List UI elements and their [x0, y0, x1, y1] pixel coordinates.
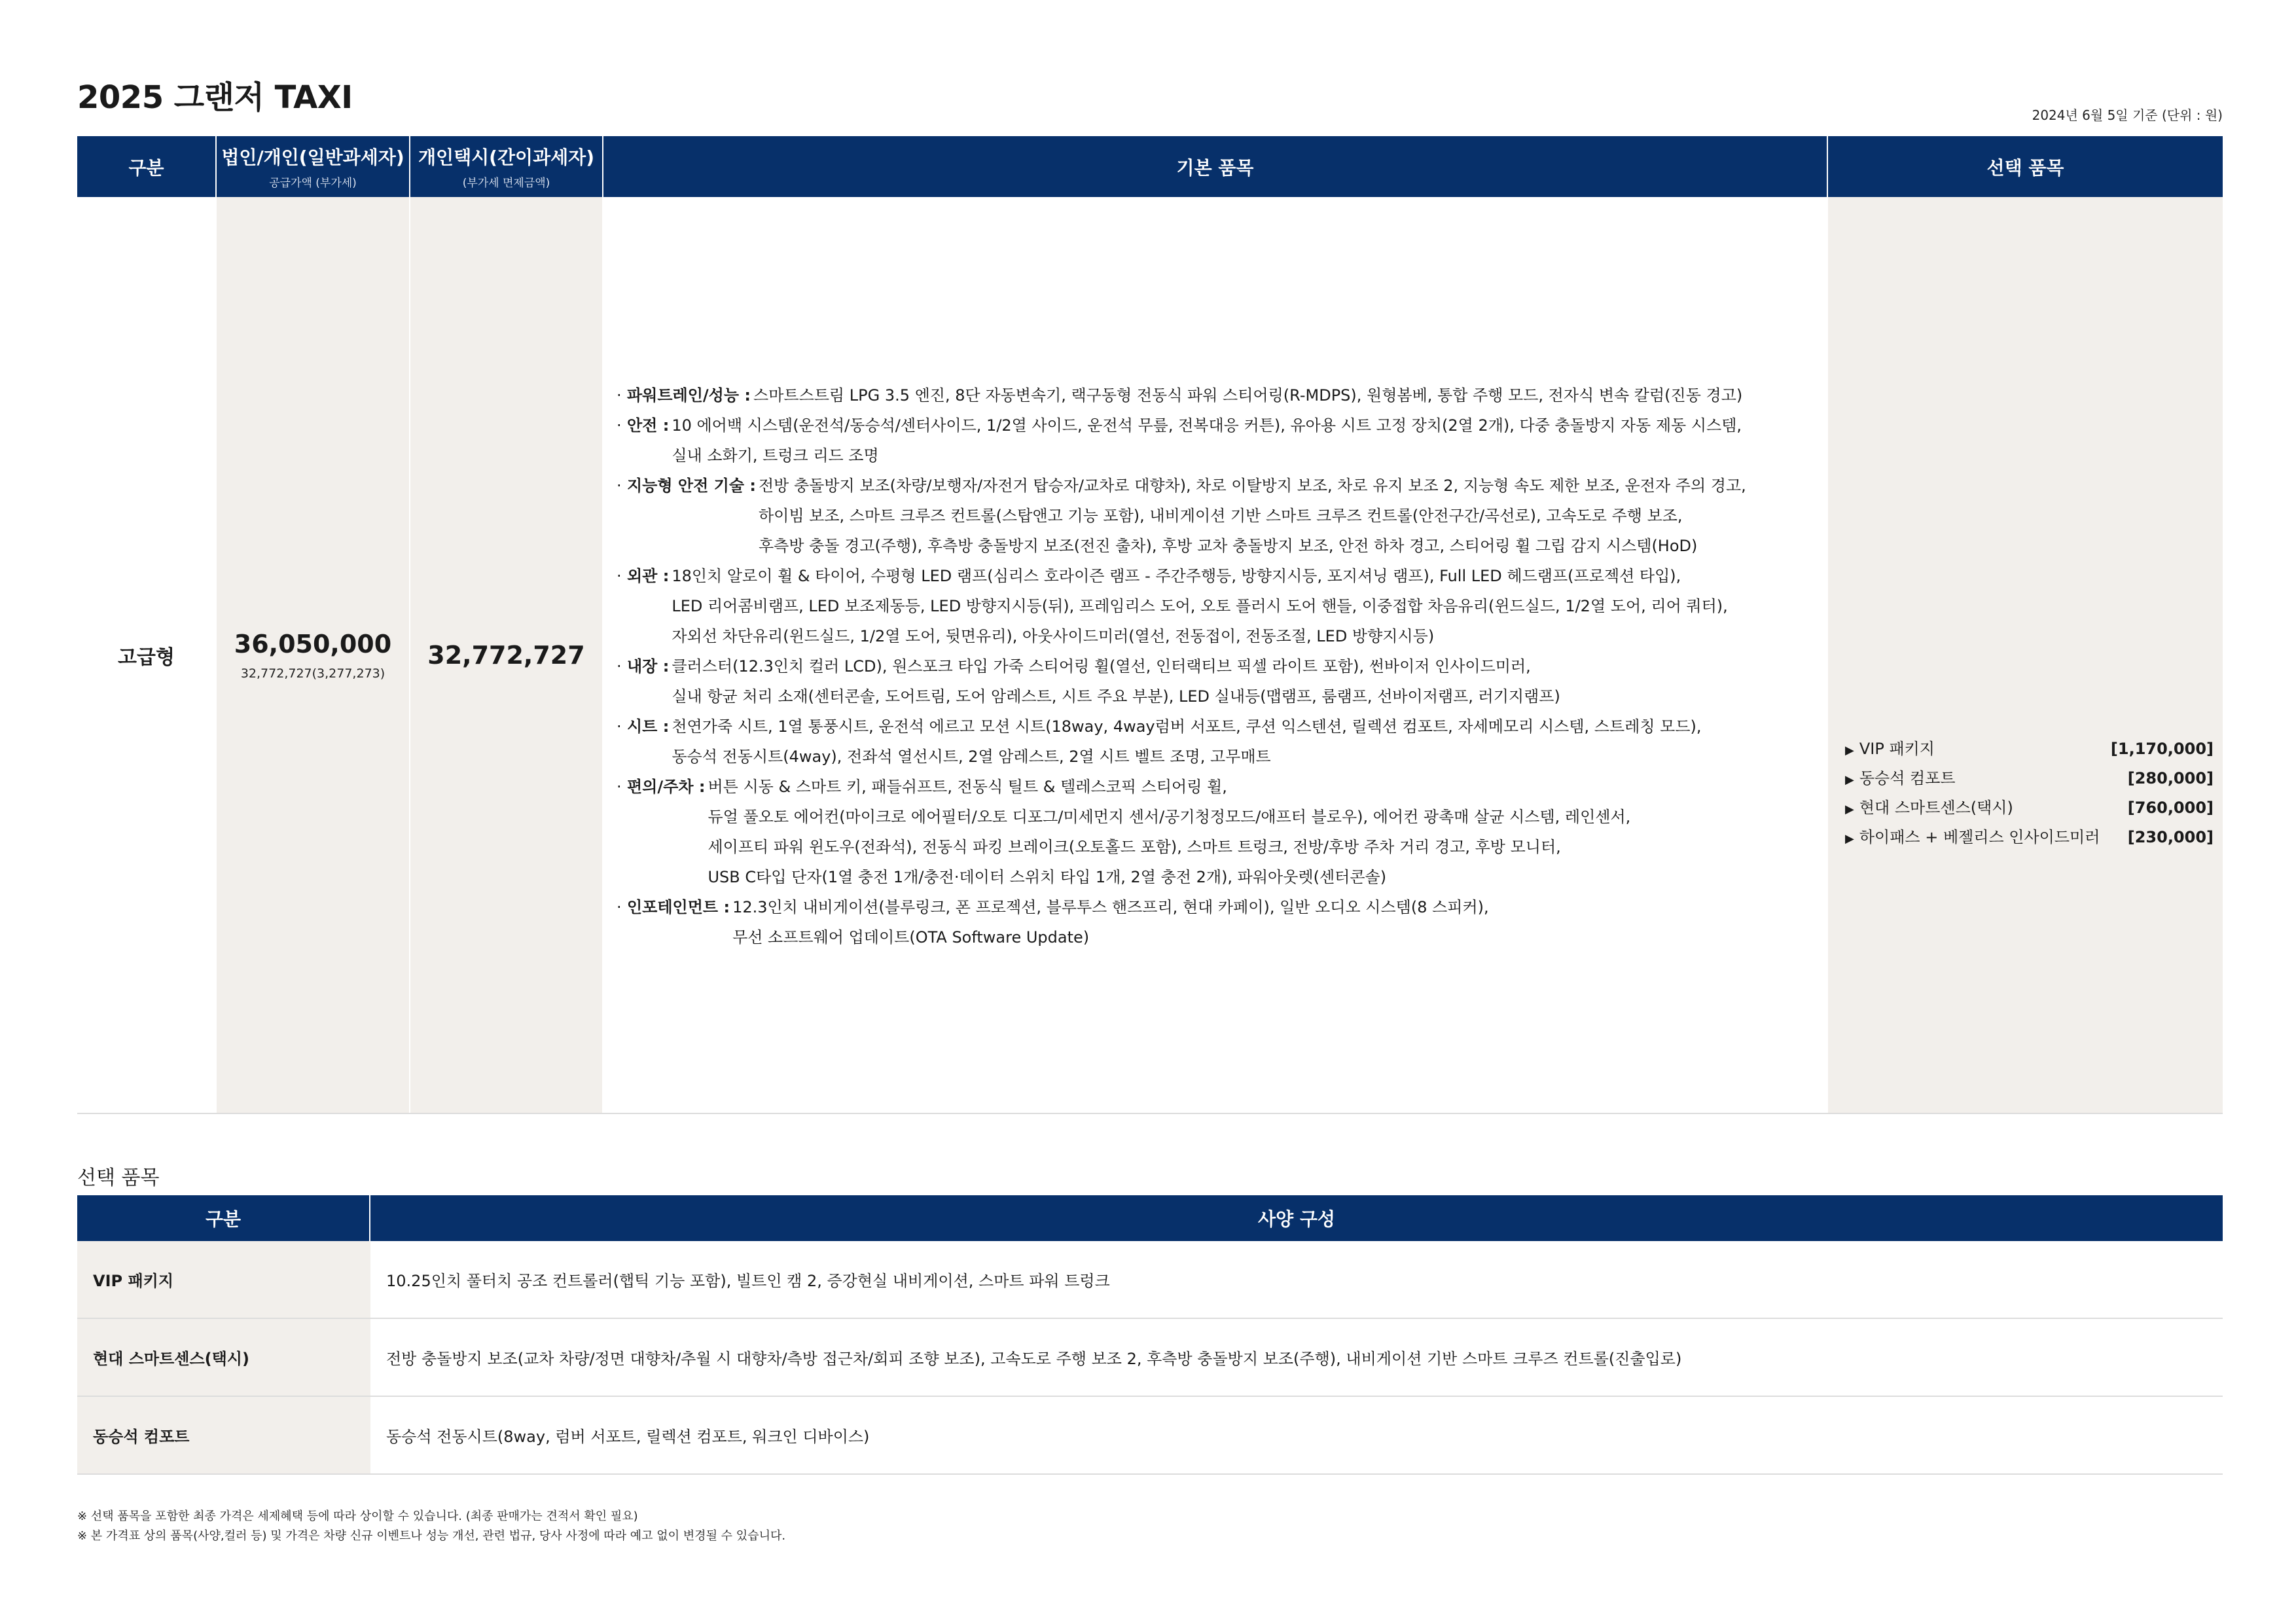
basic-item — [617, 410, 1814, 471]
option-name: 동승석 컴포트 — [77, 1397, 370, 1473]
bullet-icon: · — [617, 778, 622, 796]
date-note: 2024년 6월 5일 기준 (단위 : 원) — [2032, 107, 2223, 123]
page-title: 2025 그랜저 TAXI — [77, 79, 353, 116]
bullet-icon: · — [617, 657, 622, 676]
option-item — [1845, 823, 2214, 853]
basic-item-category: 지능형 안전 기술 : — [627, 477, 756, 495]
triangle-right-icon: ▶ — [1845, 803, 1854, 816]
header-option-spec: 사양 구성 — [1258, 1208, 1335, 1230]
taxi-price-cell — [410, 197, 603, 1113]
basic-item-line: 하이빔 보조, 스마트 크루즈 컨트롤(스탑앤고 기능 포함), 내비게이션 기반 스마트 크루즈 컨트롤(안전구간/곡선로), 고속도로 주행 보조, — [758, 507, 1683, 525]
basic-item-line: 스마트스트림 LPG 3.5 엔진, 8단 자동변속기, 랙구동형 전동식 파워 스티어링(R-MDPS), 원형봄베, 통합 주행 모드, 전자식 변속 칼럼(진동 경고) — [753, 386, 1743, 405]
option-name: 현대 스마트센스(택시) — [77, 1319, 370, 1396]
triangle-right-icon: ▶ — [1845, 773, 1854, 787]
table-row — [77, 1319, 2223, 1397]
option-item-price: [280,000] — [2127, 769, 2214, 787]
header-taxi: 개인택시(간이과세자) (부가세 면제금액) — [410, 136, 603, 197]
basic-item-line: 버튼 시동 & 스마트 키, 패들쉬프트, 전동식 틸트 & 텔레스코픽 스티어링 휠, — [708, 778, 1227, 796]
basic-item-category: 편의/주차 : — [627, 778, 706, 796]
footnotes — [77, 1507, 785, 1546]
basic-item — [617, 561, 1814, 651]
basic-item-line: LED 리어콤비램프, LED 보조제동등, LED 방향지시등(뒤), 프레임리스 도어, 오토 플러시 도어 핸들, 이중접합 차음유리(윈드실드, 1/2열 도어, 리어 쿼터), — [672, 597, 1728, 615]
basic-item — [617, 892, 1814, 952]
basic-item — [617, 471, 1814, 561]
basic-item-category: 시트 : — [627, 717, 670, 736]
basic-item — [617, 380, 1814, 410]
option-item — [1845, 794, 2214, 823]
basic-item-category: 내장 : — [627, 657, 670, 676]
basic-item-line: 12.3인치 내비게이션(블루링크, 폰 프로젝션, 블루투스 핸즈프리, 현대 카페이), 일반 오디오 시스템(8 스피커), — [732, 898, 1489, 916]
taxi-price: 32,772,727 — [427, 640, 585, 670]
option-item — [1845, 735, 2214, 765]
bullet-icon: · — [617, 477, 622, 495]
basic-item-line: 듀얼 풀오토 에어컨(마이크로 에어필터/오토 디포그/미세먼지 센서/공기청정모드/애프터 블로우), 에어컨 광촉매 살균 시스템, 레인센서, — [708, 808, 1631, 826]
option-spec: 동승석 전동시트(8way, 럼버 서포트, 릴렉션 컴포트, 워크인 디바이스) — [386, 1428, 870, 1446]
option-item-name: 동승석 컴포트 — [1859, 769, 1956, 787]
option-spec: 전방 충돌방지 보조(교차 차량/정면 대향차/추월 시 대향차/측방 접근차/회피 조향 보조), 고속도로 주행 보조 2, 후측방 충돌방지 보조(주행), 내비게이션 기반 스마트 크루즈 컨트롤(진출입로) — [386, 1350, 1682, 1368]
bullet-icon: · — [617, 898, 622, 916]
option-item-price: [230,000] — [2127, 828, 2214, 846]
price-table — [77, 136, 2223, 1113]
option-item-name: VIP 패키지 — [1859, 740, 1935, 758]
option-item — [1845, 765, 2214, 794]
corp-price-cell — [217, 197, 410, 1113]
basic-item-line: 무선 소프트웨어 업데이트(OTA Software Update) — [732, 928, 1090, 947]
header-category: 구분 — [77, 136, 217, 197]
grade-cell — [77, 197, 217, 1113]
options-table-header — [77, 1195, 2223, 1241]
basic-item-line: 실내 소화기, 트렁크 리드 조명 — [672, 446, 879, 465]
bullet-icon: · — [617, 386, 622, 405]
corp-price: 36,050,000 — [234, 629, 392, 659]
basic-item-line: 18인치 알로이 휠 & 타이어, 수평형 LED 램프(심리스 호라이즌 램프 - 주간주행등, 방향지시등, 포지셔닝 램프), Full LED 헤드램프(프로젝션 타입), — [672, 567, 1681, 585]
option-spec: 10.25인치 풀터치 공조 컨트롤러(햅틱 기능 포함), 빌트인 캠 2, 증강현실 내비게이션, 스마트 파워 트렁크 — [386, 1272, 1110, 1290]
options-table-body — [77, 1241, 2223, 1475]
table-row — [77, 1397, 2223, 1475]
table-divider — [77, 1113, 2223, 1114]
option-item-name: 하이패스 + 베젤리스 인사이드미러 — [1859, 828, 2100, 846]
bullet-icon: · — [617, 567, 622, 585]
option-name: VIP 패키지 — [77, 1241, 370, 1318]
basic-item-line: 세이프티 파워 윈도우(전좌석), 전동식 파킹 브레이크(오토홀드 포함), 스마트 트렁크, 전방/후방 주차 거리 경고, 후방 모니터, — [708, 838, 1561, 856]
basic-item-line: 10 에어백 시스템(운전석/동승석/센터사이드, 1/2열 사이드, 운전석 무릎, 전복대응 커튼), 유아용 시트 고정 장치(2열 2개), 다중 충돌방지 자동 제동 시스템, — [672, 416, 1742, 435]
options-section-title: 선택 품목 — [77, 1166, 160, 1189]
basic-item-category: 파워트레인/성능 : — [627, 386, 751, 405]
options-table — [77, 1195, 2223, 1475]
basic-item-line: 천연가죽 시트, 1열 통풍시트, 운전석 에르고 모션 시트(18way, 4way럼버 서포트, 쿠션 익스텐션, 릴렉션 컴포트, 자세메모리 시스템, 스트레칭 모드), — [672, 717, 1702, 736]
basic-items-list — [617, 380, 1814, 952]
basic-item-category: 외관 : — [627, 567, 670, 585]
basic-items-cell — [603, 197, 1828, 1113]
triangle-right-icon: ▶ — [1845, 832, 1854, 846]
header-corp: 법인/개인(일반과세자) 공급가액 (부가세) — [217, 136, 410, 197]
header-basic: 기본 품목 — [603, 136, 1828, 197]
header-options: 선택 품목 — [1828, 136, 2223, 197]
bullet-icon: · — [617, 416, 622, 435]
corp-price-breakdown: 32,772,727(3,277,273) — [240, 666, 386, 681]
basic-item-line: 동승석 전동시트(4way), 전좌석 열선시트, 2열 암레스트, 2열 시트 벨트 조명, 고무매트 — [672, 748, 1271, 766]
option-item-price: [760,000] — [2127, 799, 2214, 817]
footnote: ※ 선택 품목을 포함한 최종 가격은 세제혜택 등에 따라 상이할 수 있습니다. (최종 판매가는 견적서 확인 필요) — [77, 1509, 638, 1523]
grade-label: 고급형 — [118, 645, 175, 669]
option-item-price: [1,170,000] — [2110, 740, 2214, 758]
basic-item-category: 안전 : — [627, 416, 670, 435]
table-row — [77, 1241, 2223, 1319]
basic-item-line: 자외선 차단유리(윈드실드, 1/2열 도어, 뒷면유리), 아웃사이드미러(열선, 전동접이, 전동조절, LED 방향지시등) — [672, 627, 1435, 645]
basic-item-line: USB C타입 단자(1열 충전 1개/충전·데이터 스위치 타입 1개, 2열 충전 2개), 파워아웃렛(센터콘솔) — [708, 868, 1387, 886]
basic-item-line: 실내 항균 처리 소재(센터콘솔, 도어트림, 도어 암레스트, 시트 주요 부분), LED 실내등(맵램프, 룸램프, 선바이저램프, 러기지램프) — [672, 687, 1560, 706]
basic-item-line: 후측방 충돌 경고(주행), 후측방 충돌방지 보조(전진 출차), 후방 교차 충돌방지 보조, 안전 하차 경고, 스티어링 휠 그립 감지 시스템(HoD) — [758, 537, 1698, 555]
option-items-list — [1845, 735, 2214, 853]
header-option-category: 구분 — [77, 1195, 370, 1241]
option-item-name: 현대 스마트센스(택시) — [1859, 799, 2013, 817]
triangle-right-icon: ▶ — [1845, 744, 1854, 757]
basic-item — [617, 651, 1814, 712]
basic-item-line: 클러스터(12.3인치 컬러 LCD), 원스포크 타입 가죽 스티어링 휠(열선, 인터랙티브 픽셀 라이트 포함), 썬바이저 인사이드미러, — [672, 657, 1531, 676]
footnote: ※ 본 가격표 상의 품목(사양,컬러 등) 및 가격은 차량 신규 이벤트나 성능 개선, 관련 법규, 당사 사정에 따라 예고 없이 변경될 수 있습니다. — [77, 1529, 786, 1543]
basic-item-line: 전방 충돌방지 보조(차량/보행자/자전거 탑승자/교차로 대향차), 차로 이탈방지 보조, 차로 유지 보조 2, 지능형 속도 제한 보조, 운전자 주의 경고, — [758, 477, 1746, 495]
bullet-icon: · — [617, 717, 622, 736]
option-items-cell — [1828, 197, 2223, 1113]
basic-item — [617, 772, 1814, 892]
basic-item-category: 인포테인먼트 : — [627, 898, 730, 916]
basic-item — [617, 712, 1814, 772]
